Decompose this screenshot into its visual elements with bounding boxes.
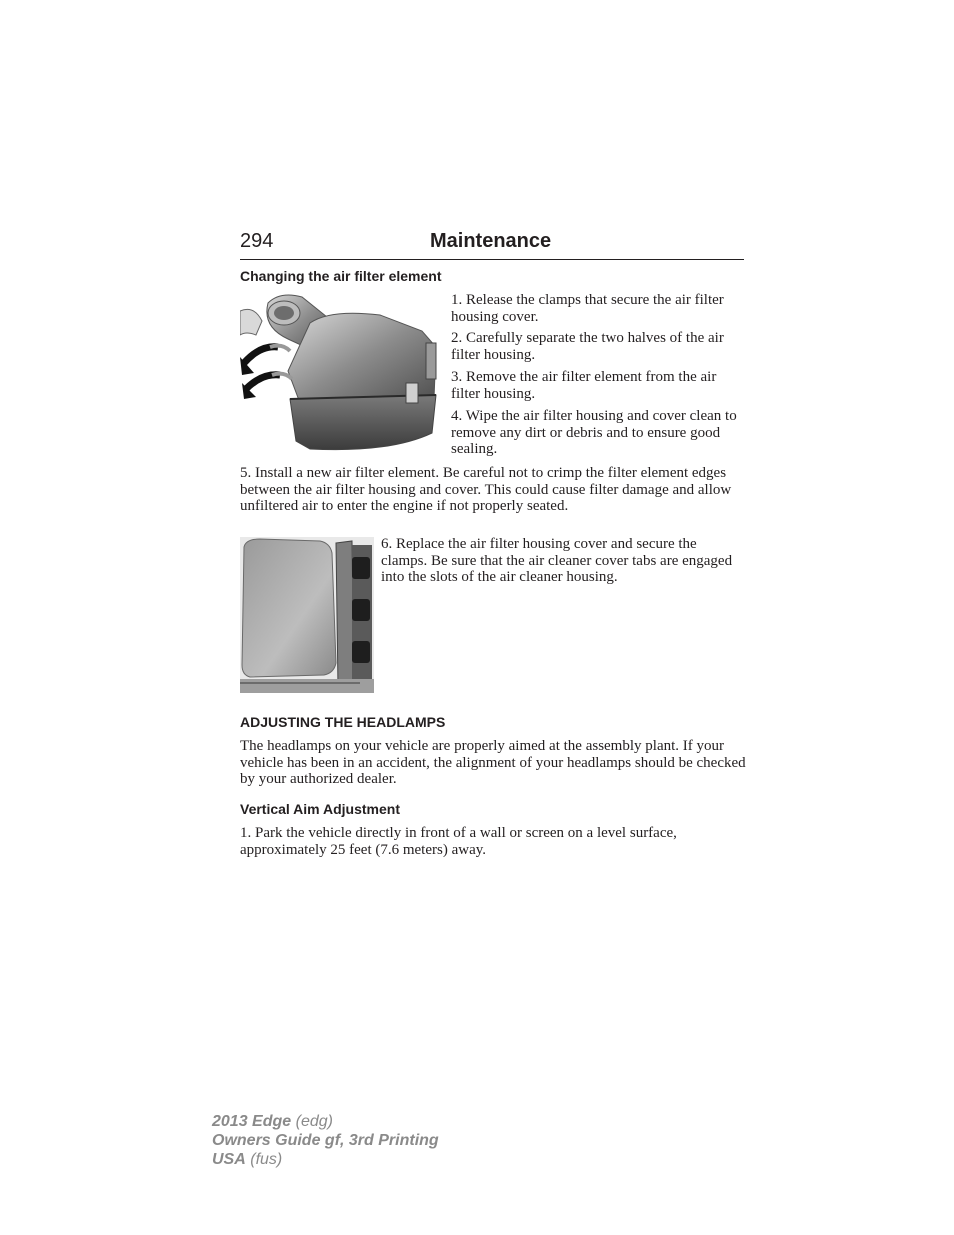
footer-line-model: 2013 Edge (edg) bbox=[212, 1113, 333, 1130]
headlamps-heading: ADJUSTING THE HEADLAMPS bbox=[240, 714, 446, 730]
vertical-aim-step-1: 1. Park the vehicle directly in front of a wall or screen on a level surface, approximately 25 feet (7.6 meters) away. bbox=[240, 825, 677, 858]
section-title: Maintenance bbox=[430, 230, 552, 252]
headlamps-intro: The headlamps on your vehicle are properly aimed at the assembly plant. If your vehicle has been in an accident, the alignment of your headlamps should be checked by your authorized dealer. bbox=[240, 738, 746, 787]
air-filter-step-4: 4. Wipe the air filter housing and cover clean to remove any dirt or debris and to ensure good sealing. bbox=[451, 408, 737, 457]
footer-line-market: USA (fus) bbox=[212, 1151, 283, 1168]
air-cleaner-cover-tabs-illustration bbox=[240, 537, 374, 693]
air-filter-step-6: 6. Replace the air filter housing cover and secure the clamps. Be sure that the air cleaner cover tabs are engaged into the slots of the air cleaner housing. bbox=[381, 536, 733, 585]
document-footer bbox=[212, 1112, 439, 1169]
air-filter-step-3: 3. Remove the air filter element from the air filter housing. bbox=[451, 369, 717, 402]
air-filter-housing-illustration bbox=[240, 291, 442, 453]
air-filter-heading: Changing the air filter element bbox=[240, 268, 442, 284]
air-filter-step-1: 1. Release the clamps that secure the air filter housing cover. bbox=[451, 292, 724, 325]
page-header bbox=[240, 229, 744, 260]
air-filter-step-5: 5. Install a new air filter element. Be careful not to crimp the filter element edges between the air filter housing and cover. This could cause filter damage and allow unfiltered air to enter the engine if not properly seated. bbox=[240, 465, 732, 514]
footer-line-guide: Owners Guide gf, 3rd Printing bbox=[212, 1132, 439, 1149]
air-filter-step-2: 2. Carefully separate the two halves of the air filter housing. bbox=[451, 330, 724, 363]
page-number: 294 bbox=[240, 230, 274, 252]
vertical-aim-heading: Vertical Aim Adjustment bbox=[240, 801, 401, 817]
